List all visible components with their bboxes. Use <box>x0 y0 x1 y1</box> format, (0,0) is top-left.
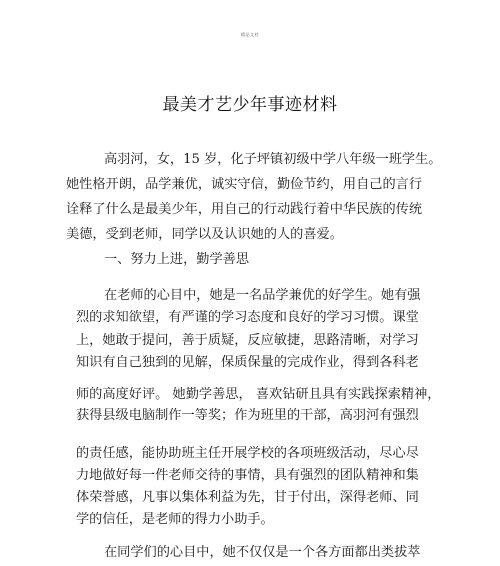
section-heading: 一、努力上进，勤学善思 <box>104 252 250 267</box>
body-line: 的责任感，能协助班主任开展学校的各项班级活动，尽心尽 <box>76 446 419 461</box>
document-title: 最美才艺少年事迹材料 <box>162 95 338 115</box>
body-line: 烈的求知欲望，有严谨的学习态度和良好的学习习惯。课堂 <box>76 310 419 325</box>
body-line: 她性格开朗，品学兼优，诚实守信，勤俭节约，用自己的言行 <box>66 177 423 192</box>
body-line: 诠释了什么是最美少年，用自己的行动践行着中华民族的传统 <box>66 202 423 217</box>
body-line: 知识有自己独到的见解，保质保量的完成作业，得到各科老 <box>76 355 419 370</box>
body-line: 上，她敢于提问，善于质疑，反应敏捷，思路清晰，对学习 <box>76 333 419 348</box>
body-line: 体荣誉感，凡事以集体利益为先，甘于付出，深得老师、同 <box>76 490 419 505</box>
body-line: 美德，受到老师，同学以及认识她的人的喜爱。 <box>66 227 343 242</box>
body-line: 力地做好每一件老师交待的事情，具有强烈的团队精神和集 <box>76 468 419 483</box>
body-line: 高羽河，女，15 岁，化子坪镇初级中学八年级一班学生。 <box>104 152 442 167</box>
body-line: 获得县级电脑制作一等奖；作为班里的干部，高羽河有强烈 <box>76 408 419 423</box>
body-line: 在老师的心目中，她是一名品学兼优的好学生。她有强 <box>104 288 421 303</box>
body-line: 师的高度好评。 她勤学善思， 喜欢钻研且具有实践探索精神， <box>76 387 441 402</box>
body-line: 学的信任，是老师的得力小助手。 <box>76 512 274 527</box>
document-header-mark: 精品文档 <box>241 32 259 37</box>
body-line: 在同学们的心目中，她不仅仅是一个各方面都出类拔萃 <box>104 545 421 560</box>
